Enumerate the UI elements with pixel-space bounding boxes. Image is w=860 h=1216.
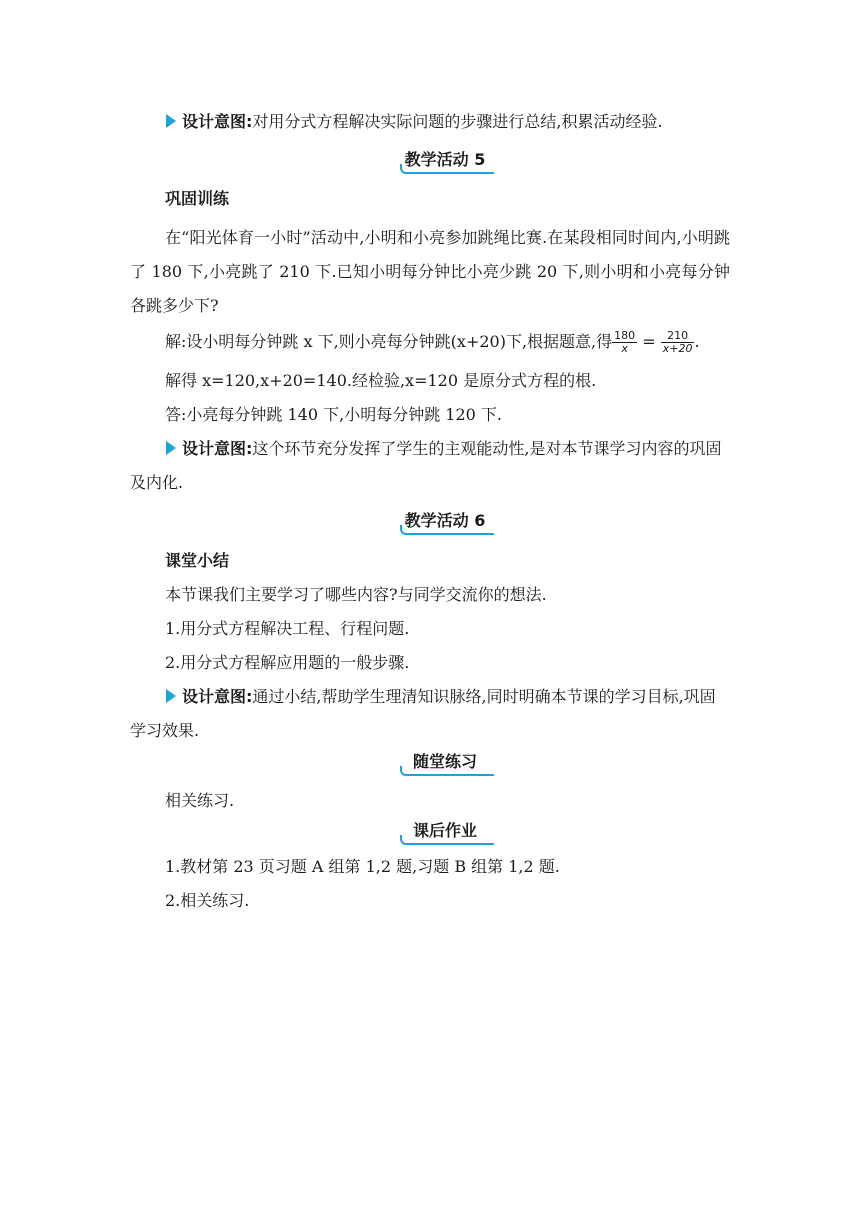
summary-item-2: 2.用分式方程解应用题的一般步骤. — [165, 653, 410, 672]
heading-underline — [400, 525, 494, 535]
practice-problem: 在“阳光体育一小时”活动中,小明和小亮参加跳绳比赛.在某段相同时间内,小明跳了 180 下,小亮跳了 210 下.已知小明每分钟比小亮少跳 20 下,则小明和小亮每分钟各跳多少下? — [130, 228, 730, 315]
triangle-bullet-icon — [166, 689, 176, 703]
subsection-title-summary: 课堂小结 — [165, 551, 230, 570]
design-intent-label: 设计意图: — [182, 439, 253, 458]
summary-item-1: 1.用分式方程解决工程、行程问题. — [165, 619, 410, 638]
design-intent-1 — [130, 105, 730, 139]
design-intent-2 — [130, 432, 730, 500]
fraction-210-over-x-plus-20: $\frac{210}{x+20}$ — [662, 329, 693, 355]
section-heading-exercise: 随堂练习 — [412, 752, 477, 771]
design-intent-3 — [130, 680, 730, 748]
heading-underline — [400, 835, 494, 845]
equals-sign: = — [642, 332, 656, 351]
section-heading-homework: 课后作业 — [412, 821, 477, 840]
heading-underline — [400, 766, 494, 776]
design-intent-label: 设计意图: — [182, 112, 253, 131]
solution-line: 解:设小明每分钟跳 x 下,则小亮每分钟跳(x+20)下,根据题意,得 $\frac{180}{x}$ = $\frac{210}{x+20}$ . — [165, 329, 700, 355]
solve-line: 解得 x=120,x+20=140.经检验,x=120 是原分式方程的根. — [165, 371, 597, 390]
design-intent-label: 设计意图: — [182, 687, 253, 706]
fraction-180-over-x: $\frac{180}{x}$ — [614, 329, 636, 355]
homework-item-2: 2.相关练习. — [165, 891, 250, 910]
triangle-bullet-icon — [166, 441, 176, 455]
design-intent-text: 对用分式方程解决实际问题的步骤进行总结,积累活动经验. — [252, 112, 663, 131]
solution-prefix: 解:设小明每分钟跳 x 下,则小亮每分钟跳(x+20)下,根据题意,得 — [165, 332, 613, 351]
answer-line: 答:小亮每分钟跳 140 下,小明每分钟跳 120 下. — [165, 405, 502, 424]
design-intent-text: 这个环节充分发挥了学生的主观能动性,是对本节课学习内容的巩固及内化. — [130, 439, 722, 492]
homework-item-1: 1.教材第 23 页习题 A 组第 1,2 题,习题 B 组第 1,2 题. — [165, 857, 560, 876]
triangle-bullet-icon — [166, 114, 176, 128]
section-heading-activity-5: 教学活动 5 — [404, 150, 486, 169]
summary-intro: 本节课我们主要学习了哪些内容?与同学交流你的想法. — [165, 585, 547, 604]
design-intent-text: 通过小结,帮助学生理清知识脉络,同时明确本节课的学习目标,巩固学习效果. — [130, 687, 716, 740]
subsection-title-practice: 巩固训练 — [165, 189, 230, 208]
section-heading-activity-6: 教学活动 6 — [404, 511, 486, 530]
heading-underline — [400, 164, 494, 174]
exercise-text: 相关练习. — [165, 791, 235, 810]
